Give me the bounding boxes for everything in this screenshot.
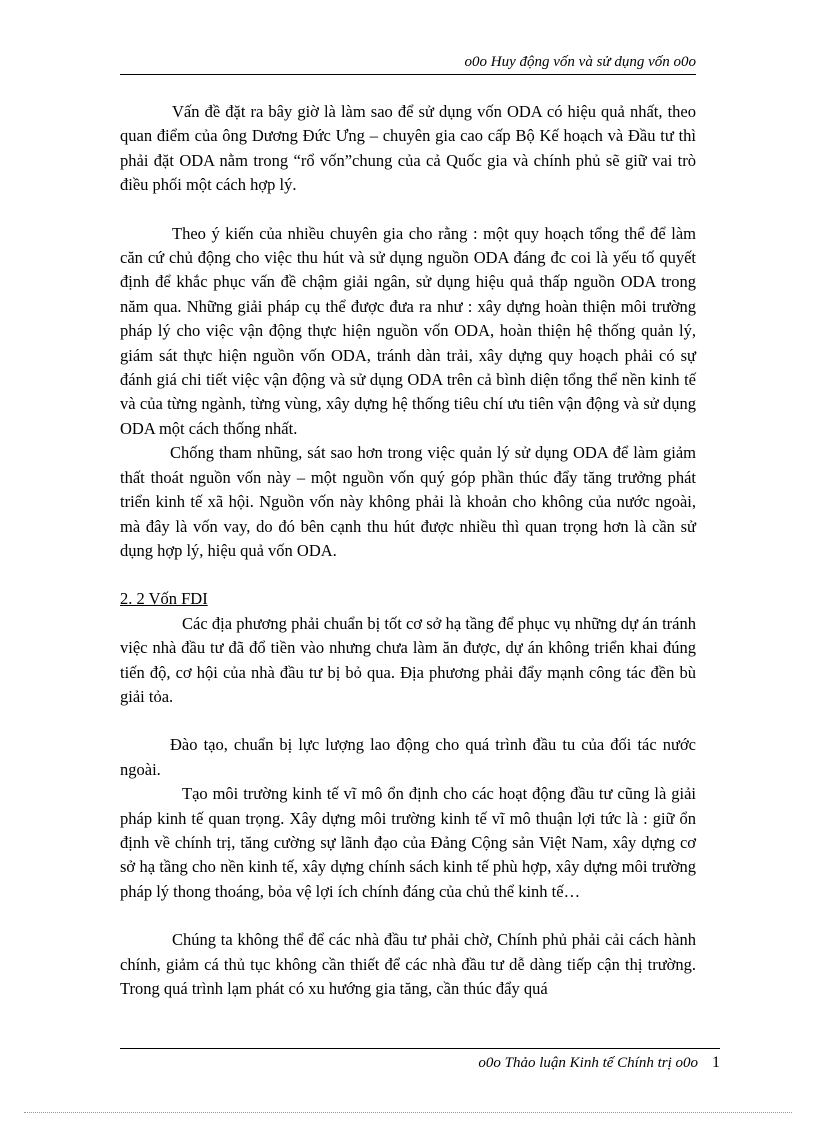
paragraph: Tạo môi trường kinh tế vĩ mô ổn định cho các hoạt động đầu tư cũng là giải pháp kinh tế quan trọng. Xây dựng môi trường kinh tế vĩ mô thuận lợi tức là : giữ ổn định về chính trị, tăng cường sự lãnh đạo của Đảng Cộng sản Việt Nam, xây dựng cơ sở hạ tầng cho nền kinh tế, xây dựng chính sách kinh tế phù hợp, xây dựng môi trường pháp lý thong thoáng, bỏa vệ lợi ích chính đáng của chủ thể kinh tế…: [120, 784, 696, 901]
footer-running-title: o0o Thảo luận Kinh tế Chính trị o0o: [478, 1055, 698, 1071]
page-header: [120, 52, 696, 75]
page-bottom-divider: [24, 1112, 792, 1113]
paragraph: Chúng ta không thể để các nhà đầu tư phải chờ, Chính phủ phải cải cách hành chính, giảm cá thủ tục không cần thiết để các nhà đầu tư dễ dàng tiếp cận thị trường. Trong quá trình lạm phát có xu hướng gia tăng, cần thúc đẩy quá: [120, 930, 696, 998]
page-number: 1: [712, 1054, 720, 1071]
page-footer: [120, 1048, 720, 1073]
paragraph: Chống tham nhũng, sát sao hơn trong việc quản lý sử dụng ODA để làm giảm thất thoát nguồn vốn này – một nguồn vốn quý góp phần thúc đẩy tăng trưởng phát triển kinh tế xã hội. Nguồn vốn này không phải là khoản cho không của nước ngoài, mà đây là vốn vay, do đó bên cạnh thu hút được nhiều thì quan trọng hơn là cần sử dụng hợp lý, hiệu quả vốn ODA.: [120, 443, 696, 560]
paragraph: Các địa phương phải chuẩn bị tốt cơ sở hạ tầng để phục vụ những dự án tránh việc nhà đầu tư đã đổ tiền vào nhưng chưa làm ăn được, dự án không triển khai đúng tiến độ, cơ hội của nhà đầu tư bị bỏ qua. Địa phương phải đẩy mạnh công tác đền bù giải tỏa.: [120, 613, 696, 706]
section-heading: 2. 2 Vốn FDI: [120, 589, 208, 609]
paragraph: Đào tạo, chuẩn bị lực lượng lao động cho quá trình đầu tu của đối tác nước ngoài.: [120, 735, 696, 779]
paragraph: Theo ý kiến của nhiều chuyên gia cho rằng : một quy hoạch tổng thể để làm căn cứ chủ động cho việc thu hút và sử dụng nguồn ODA đáng đc coi là yếu tố quyết định để khắc phục vấn đề chậm giải ngân, sử dụng hiệu quả thấp nguồn ODA trong năm qua. Những giải pháp cụ thể được đưa ra như : xây dựng hoàn thiện môi trường pháp lý cho việc vận động thực hiện nguồn vốn ODA, hoàn thiện hệ thống quản lý, giám sát thực hiện nguồn vốn ODA, tránh dàn trải, xây dựng quy hoạch phải có sự đánh giá chi tiết việc vận động và sử dụng ODA trên cả bình diện tổng thể nền kinh tế và của từng ngành, từng vùng, xây dựng hệ thống tiêu chí ưu tiên vận động và sử dụng ODA một cách thống nhất.: [120, 223, 696, 438]
header-running-title: o0o Huy động vốn và sử dụng vốn o0o: [464, 54, 696, 70]
document-body: [120, 100, 696, 1001]
paragraph: Vấn đề đặt ra bây giờ là làm sao để sử dụng vốn ODA có hiệu quả nhất, theo quan điểm của ông Dương Đức Ưng – chuyên gia cao cấp Bộ Kế hoạch và Đầu tư thì phải đặt ODA nằm trong “rổ vốn”chung của cả Quốc gia và chính phủ sẽ giữ vai trò điều phối một cách hợp lý.: [120, 102, 696, 195]
